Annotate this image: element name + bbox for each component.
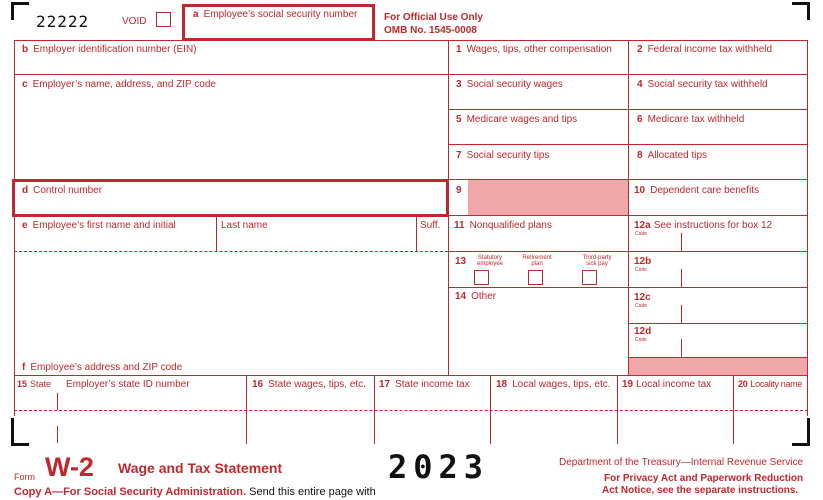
rule-row-13	[448, 287, 628, 288]
box-12d-shade	[629, 358, 807, 375]
state-input-1[interactable]	[16, 393, 56, 409]
rule-state-5	[617, 375, 618, 444]
corner-mark-bl	[11, 418, 14, 446]
box-12b-label	[634, 256, 656, 267]
box-4-label	[637, 79, 768, 90]
box-12c-amount-input[interactable]	[683, 305, 805, 322]
box-f-label	[22, 362, 182, 373]
box-12b-num: 12b	[634, 256, 652, 267]
box-6-label	[637, 114, 744, 125]
rule-state-6	[733, 375, 734, 444]
retirement-checkbox[interactable]	[528, 270, 543, 285]
box-5-label	[456, 114, 577, 125]
statutory-label: Statutory employee	[476, 255, 503, 267]
rule-row1	[448, 74, 808, 75]
box-12a-num: 12a	[634, 220, 651, 231]
box-3-label	[456, 79, 563, 90]
state-wages-input-1[interactable]	[248, 393, 373, 409]
box-18-text: Local wages, tips, etc.	[512, 379, 611, 390]
state-id-input-1[interactable]	[59, 393, 245, 409]
suff-label: Suff.	[420, 220, 441, 231]
box-15-num: 15	[17, 379, 28, 389]
box-18-num: 18	[496, 379, 508, 390]
dept-text: Department of the Treasury—Internal Revenue Service	[559, 457, 804, 468]
form-title: Wage and Tax Statement	[118, 460, 283, 476]
box-12a-amount-input[interactable]	[683, 233, 805, 250]
box-b-text: Employer identification number (EIN)	[33, 44, 197, 55]
box-15-label	[17, 379, 51, 390]
box-16-text: State wages, tips, etc.	[268, 379, 366, 390]
box-13-label	[455, 256, 471, 267]
box-9-num: 9	[456, 185, 462, 196]
box-7-text: Social security tips	[466, 150, 550, 161]
box-a-text: Employee’s social security number	[203, 9, 358, 20]
rule-right	[807, 40, 808, 416]
highlight-ssn	[182, 4, 375, 41]
thirdparty-checkbox[interactable]	[582, 270, 597, 285]
employee-name-input[interactable]	[16, 232, 214, 250]
corner-mark-tr-h	[792, 2, 810, 5]
void-label: VOID	[122, 16, 147, 27]
box-3-num: 3	[456, 79, 462, 90]
box-19-text: Local income tax	[636, 379, 712, 390]
rule-e-suff	[416, 215, 417, 251]
corner-mark-br	[807, 418, 810, 446]
box-e-label	[22, 220, 176, 231]
box-15b-label: Employer’s state ID number	[66, 379, 190, 390]
copy-a-bold: Copy A—For Social Security Administration.	[14, 486, 247, 498]
box-b-label	[22, 44, 197, 55]
last-name-label: Last name	[221, 220, 268, 231]
void-checkbox[interactable]	[156, 12, 171, 27]
state-tax-input-1[interactable]	[376, 393, 489, 409]
box-12c-code-input[interactable]	[642, 305, 680, 322]
local-wages-input-1[interactable]	[492, 393, 616, 409]
box-7-label	[456, 150, 549, 161]
box-b-letter: b	[22, 44, 29, 55]
box-20-text: Locality name	[750, 379, 803, 389]
box-10-label	[634, 185, 759, 196]
corner-mark-bl-h	[11, 443, 29, 446]
code-label-12d: Code	[635, 337, 647, 343]
rule-state-1b	[57, 426, 58, 443]
box-f-letter: f	[22, 362, 26, 373]
omb-number: OMB No. 1545-0008	[384, 25, 477, 36]
box-a-letter: a	[193, 9, 199, 20]
box-8-num: 8	[637, 150, 643, 161]
box-12d-code-input[interactable]	[642, 339, 680, 356]
copy-a-rest: Send this entire page with	[249, 486, 376, 498]
box-1-text: Wages, tips, other compensation	[466, 44, 612, 55]
rule-top	[14, 40, 808, 41]
rule-row3	[448, 144, 808, 145]
box-17-text: State income tax	[395, 379, 470, 390]
box-3-text: Social security wages	[466, 79, 563, 90]
rule-b-bottom	[14, 74, 448, 75]
box-2-text: Federal income tax withheld	[647, 44, 773, 55]
box-19-num: 19	[622, 379, 634, 390]
box-8-label	[637, 150, 707, 161]
code-label-12a: Code	[635, 231, 647, 237]
box-12d-divider	[681, 339, 682, 357]
box-12d-num: 12d	[634, 326, 652, 337]
box-d-letter: d	[22, 185, 29, 196]
rule-state-2	[246, 375, 247, 444]
rule-row-12b	[628, 287, 808, 288]
form-year: 2023	[388, 448, 490, 486]
box-8-text: Allocated tips	[647, 150, 708, 161]
box-12a-divider	[681, 233, 682, 251]
form-name: W-2	[45, 452, 94, 482]
rule-row-12a	[448, 251, 808, 252]
thirdparty-label: Third-party sick pay	[582, 255, 612, 267]
box-12c-num: 12c	[634, 292, 651, 303]
box-e-letter: e	[22, 220, 28, 231]
box-7-num: 7	[456, 150, 462, 161]
box-14-label	[455, 291, 496, 302]
box-c-letter: c	[22, 79, 28, 90]
box-15-state: State	[30, 379, 52, 389]
locality-input-1[interactable]	[735, 393, 806, 409]
employee-address-input[interactable]	[16, 253, 446, 357]
box-12b-divider	[681, 269, 682, 287]
box-4-text: Social security tax withheld	[647, 79, 768, 90]
box-10-text: Dependent care benefits	[650, 185, 760, 196]
box-e-text: Employee’s first name and initial	[32, 220, 176, 231]
box-d-label	[22, 185, 102, 196]
box-20-num: 20	[738, 379, 748, 389]
box-14-text: Other	[471, 291, 497, 302]
corner-mark-br-h	[792, 443, 810, 446]
box-19-label	[622, 379, 711, 390]
rule-state-top	[14, 375, 808, 376]
retirement-label: Retirement plan	[522, 255, 552, 267]
box-17-label	[379, 379, 470, 390]
rule-left	[14, 40, 15, 416]
box-6-num: 6	[637, 114, 643, 125]
box-2-num: 2	[637, 44, 643, 55]
box-12a-code-input[interactable]	[642, 233, 680, 250]
box-12b-amount-input[interactable]	[683, 269, 805, 286]
box-12b-code-input[interactable]	[642, 269, 680, 286]
box-12d-label	[634, 326, 656, 337]
box-16-label	[252, 379, 366, 390]
code-label-12b: Code	[635, 267, 647, 273]
form-number: 22222	[36, 12, 90, 31]
box-d-text: Control number	[33, 185, 103, 196]
box-1-num: 1	[456, 44, 462, 55]
box-c-text: Employer’s name, address, and ZIP code	[32, 79, 216, 90]
box-11-num: 11	[454, 220, 465, 231]
box-17-num: 17	[379, 379, 391, 390]
box-13-num: 13	[455, 256, 467, 267]
code-label-12c: Code	[635, 303, 647, 309]
box-6-text: Medicare tax withheld	[647, 114, 745, 125]
privacy-line-1: For Privacy Act and Paperwork Reduction	[604, 473, 804, 484]
box-c-label	[22, 79, 216, 90]
box-20-label	[738, 379, 802, 390]
rule-row-12c	[628, 323, 808, 324]
local-tax-input-1[interactable]	[619, 393, 732, 409]
box-f-text: Employee’s address and ZIP code	[30, 362, 183, 373]
form-word: Form	[14, 472, 35, 482]
box-12c-label	[634, 292, 656, 303]
rule-col-right	[628, 40, 629, 375]
corner-mark-tl-h	[11, 2, 29, 5]
box-1-label	[456, 44, 612, 55]
box-18-label	[496, 379, 611, 390]
copy-a-text	[14, 487, 376, 498]
box-5-num: 5	[456, 114, 462, 125]
box-12d-amount-input[interactable]	[683, 339, 805, 356]
rule-e-lastname	[216, 215, 217, 251]
box-5-text: Medicare wages and tips	[466, 114, 578, 125]
box-16-num: 16	[252, 379, 264, 390]
box-14-num: 14	[455, 291, 467, 302]
box-10-num: 10	[634, 185, 646, 196]
rule-e-dashed	[14, 251, 448, 252]
statutory-checkbox[interactable]	[474, 270, 489, 285]
rule-state-dashed	[14, 410, 808, 411]
control-number-input[interactable]	[16, 198, 446, 214]
box-11-text: Nonqualified plans	[469, 220, 552, 231]
box-12a-text: See instructions for box 12	[653, 220, 773, 231]
box-9-shade	[468, 180, 628, 215]
rule-state-3	[374, 375, 375, 444]
rule-state-1	[57, 393, 58, 410]
rule-row2	[448, 109, 808, 110]
employer-address-input[interactable]	[16, 92, 446, 178]
box-11-label	[454, 220, 552, 231]
official-use: For Official Use Only	[384, 12, 483, 23]
box-4-num: 4	[637, 79, 643, 90]
box-2-label	[637, 44, 772, 55]
box-12a-label	[634, 220, 772, 231]
last-name-input[interactable]	[218, 232, 414, 250]
privacy-line-2: Act Notice, see the separate instructions.	[602, 485, 799, 496]
box-9-label	[456, 185, 467, 196]
box-12c-divider	[681, 305, 682, 323]
rule-state-4	[490, 375, 491, 444]
ein-input[interactable]	[16, 56, 446, 73]
